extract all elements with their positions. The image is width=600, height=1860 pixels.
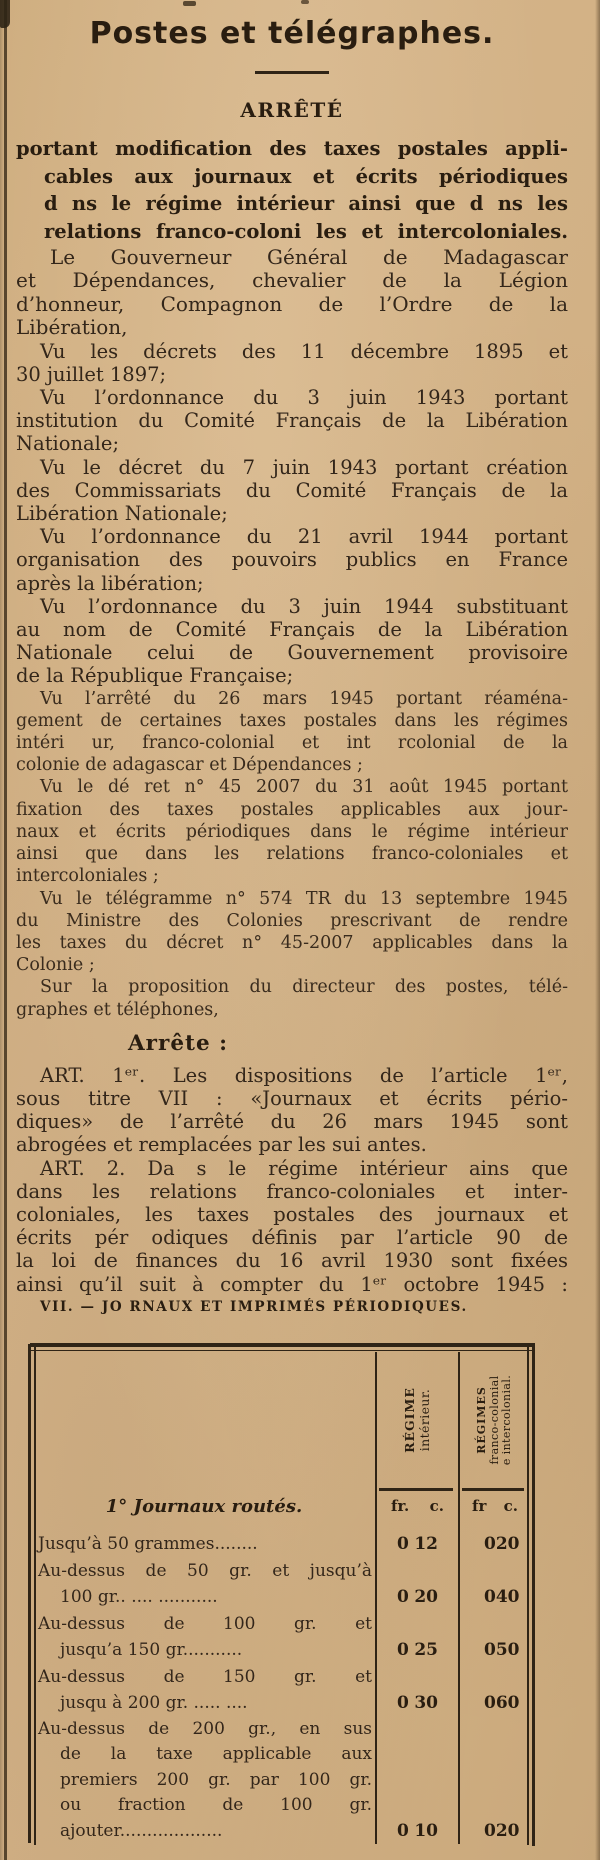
text-line: colonie de adagascar et Dépendances ; — [16, 755, 363, 776]
text-line: Vu le télégramme n° 574 TR du 13 septembre 1945 — [40, 888, 568, 909]
section-heading: VII. — JO RNAUX ET IMPRIMÉS PÉRIODIQUES. — [40, 1299, 468, 1315]
table-header-rule-1 — [379, 1488, 453, 1491]
text-line: diques» de l’arrêté du 26 mars 1945 sont — [16, 1110, 568, 1134]
table-row — [38, 1558, 532, 1611]
cell-value: 40 — [495, 1587, 520, 1607]
text-line: Vu l’arrêté du 26 mars 1945 portant réaména- — [40, 688, 568, 709]
text-line: relations franco-coloni les et intercoloniales. — [44, 219, 568, 243]
cell-value: 0 — [397, 1534, 409, 1554]
row-label-line: Au-dessus de 150 gr. et — [38, 1666, 372, 1687]
article-title: Postes et télégraphes. — [89, 16, 495, 51]
text-line: d’honneur, Compagnon de l’Ordre de la — [16, 291, 568, 316]
paragraph — [16, 888, 568, 977]
cell-value: 0 — [397, 1587, 409, 1607]
article-header — [16, 0, 568, 245]
row-label-line: Au-dessus de 50 gr. et jusqu’à — [38, 1560, 372, 1581]
text-line: institution du Comité Français de la Libération — [16, 409, 568, 433]
col-header-line: RÉGIME — [402, 1387, 417, 1453]
table-group-label: 1° Journaux routés. — [105, 1496, 303, 1517]
paragraph — [16, 976, 568, 1020]
text-line: Sur la proposition du directeur des postes, télé- — [40, 977, 568, 998]
table-border-right — [532, 1343, 535, 1846]
text-line: ART. 2. Da s le régime intérieur ains que — [40, 1156, 568, 1180]
text-line: intercoloniales ; — [16, 866, 159, 887]
unit-label: c. — [429, 1497, 444, 1515]
text-line: sous titre VII : «Journaux et écrits pério- — [16, 1086, 568, 1110]
text-line: Vu les décrets des 11 décembre 1895 et — [40, 339, 568, 363]
text-line: graphes et téléphones, — [16, 999, 219, 1020]
text-line: intéri ur, franco-colonial et int rcolonial de la — [16, 733, 568, 754]
table-border-top — [30, 1343, 535, 1351]
column-rule-left — [4, 0, 7, 1860]
cell-regime-interieur — [375, 1584, 458, 1611]
cell-value: 60 — [495, 1693, 520, 1713]
cell-value: 50 — [495, 1640, 520, 1660]
col-header-line: franco-colonial — [487, 1375, 501, 1465]
paragraph — [16, 386, 568, 456]
row-label-line: jusqu à 200 gr. ..... .... — [60, 1693, 248, 1713]
arrete-heading: Arrête : — [128, 1030, 229, 1056]
scan-edge-right — [595, 0, 600, 1860]
text-line: Vu l’ordonnance du 21 avril 1944 portant — [40, 525, 568, 549]
cell-value: 0 — [484, 1534, 496, 1554]
unit-label: fr. — [391, 1497, 410, 1515]
cell-regimes-franco — [458, 1637, 531, 1664]
cell-value: 10 — [414, 1820, 438, 1841]
paragraph — [16, 340, 568, 386]
table-rows — [38, 1531, 532, 1844]
text-line: 30 juillet 1897; — [16, 362, 167, 386]
text-line: Nationale celui de Gouvernement provisoire — [16, 641, 568, 665]
text-line: Vu le décret du 7 juin 1943 portant création — [40, 455, 568, 479]
text-line: Vu le dé ret n° 45 2007 du 31 août 1945 portant — [40, 777, 568, 798]
cell-value: 0 — [397, 1640, 409, 1660]
row-label — [38, 1531, 375, 1558]
col-header-line: intérieur. — [416, 1388, 432, 1452]
text-line: Vu l’ordonnance du 3 juin 1944 substituant — [40, 594, 568, 618]
unit-interieur — [377, 1497, 456, 1515]
table-border-left-inner — [34, 1347, 36, 1845]
text-line: dans les relations franco-coloniales et inter- — [16, 1179, 568, 1203]
text-line: Nationale; — [16, 432, 120, 456]
cell-value: 20 — [495, 1820, 520, 1841]
text-line: Colonie ; — [16, 955, 95, 976]
table-border-left — [28, 1344, 31, 1843]
unit-label: c. — [503, 1497, 518, 1515]
col-header-line: RÉGIMES — [475, 1386, 489, 1454]
table-row — [38, 1531, 532, 1558]
decree-heading: ARRÊTÉ — [240, 98, 344, 122]
cell-value: 20 — [495, 1534, 520, 1554]
paragraph — [16, 776, 568, 887]
text-line: naux et écrits périodiques dans le régime intérieur — [16, 821, 568, 842]
text-line: du Ministre des Colonies prescrivant de rendre — [16, 910, 568, 931]
unit-label: fr — [472, 1497, 487, 1515]
text-line: Vu l’ordonnance du 3 juin 1943 portant — [40, 386, 568, 410]
body-paragraphs — [16, 246, 568, 1296]
cell-value: 12 — [414, 1534, 438, 1554]
text-line: fixation des taxes postales applicables aux jour- — [16, 799, 568, 820]
title-divider-rule — [255, 71, 329, 74]
row-label-line: de la taxe applicable aux — [60, 1744, 372, 1765]
text-line: ainsi que dans les relations franco-coloniales et — [16, 844, 568, 865]
decree-subject — [16, 135, 568, 245]
paragraph — [16, 525, 568, 595]
row-label-line: ou fraction de 100 gr. — [60, 1795, 372, 1816]
text-line: au nom de Comité Français de la Libération — [16, 618, 568, 642]
cell-value: 20 — [414, 1587, 438, 1607]
table-header-rule-2 — [462, 1488, 524, 1491]
row-label-line: Au-dessus de 100 gr. et — [38, 1613, 372, 1634]
text-line: après la libération; — [16, 571, 204, 595]
text-line: de la République Française; — [16, 664, 294, 688]
unit-franco — [460, 1497, 528, 1515]
cell-value: 0 — [484, 1587, 496, 1607]
row-label-line: premiers 200 gr. par 100 gr. — [60, 1769, 372, 1790]
table-row — [38, 1611, 532, 1664]
cell-regime-interieur — [375, 1818, 458, 1845]
text-line: des Commissariats du Comité Français de la — [16, 478, 568, 502]
text-line: portant modification des taxes postales appli- — [16, 137, 568, 160]
row-label-line: Jusqu’à 50 grammes........ — [38, 1534, 258, 1554]
cell-value: 0 — [397, 1820, 409, 1841]
cell-value: 0 — [484, 1640, 496, 1660]
cell-regimes-franco — [458, 1531, 531, 1558]
cell-value: 0 — [484, 1693, 496, 1713]
cell-value: 30 — [414, 1693, 438, 1713]
paragraph — [16, 1157, 568, 1296]
text-line: d ns le régime intérieur ainsi que d ns les — [44, 192, 568, 215]
paragraph — [16, 456, 568, 526]
paragraph — [16, 246, 568, 340]
col-header-regimes-franco — [460, 1353, 530, 1487]
text-line: ainsi qu’il suit à compter du 1ᵉʳ octobre 1945 : — [16, 1272, 568, 1296]
cell-regimes-franco — [458, 1690, 531, 1717]
scan-artifact-smudge — [0, 0, 10, 28]
text-line: et Dépendances, chevalier de la Légion — [16, 268, 568, 293]
text-line: coloniales, les taxes postales des journaux et — [16, 1202, 568, 1226]
text-column — [16, 0, 568, 1296]
row-label — [38, 1611, 375, 1664]
table-row — [38, 1717, 532, 1845]
text-line: Le Gouverneur Général de Madagascar — [50, 245, 568, 269]
paragraph — [16, 1064, 568, 1157]
text-line: la loi de finances du 16 avril 1930 sont fixées — [16, 1249, 568, 1273]
row-label-line: jusqu’a 150 gr........... — [60, 1640, 243, 1660]
row-label-line: Au-dessus de 200 gr., en sus — [38, 1718, 372, 1739]
cell-value: 0 — [397, 1693, 409, 1713]
cell-regime-interieur — [375, 1531, 458, 1558]
col-header-regime-interieur — [377, 1353, 458, 1487]
text-line: les taxes du décret n° 45-2007 applicables dans la — [16, 932, 568, 953]
cell-regimes-franco — [458, 1584, 531, 1611]
postal-rates-table — [28, 1343, 538, 1848]
text-line: cables aux journaux et écrits périodiques — [44, 164, 568, 188]
row-label-line: ajouter................... — [60, 1820, 223, 1841]
text-line: organisation des pouvoirs publics en France — [16, 548, 568, 572]
text-line: ART. 1ᵉʳ. Les dispositions de l’article 1ᵉʳ, — [40, 1063, 568, 1087]
text-line: gement de certaines taxes postales dans les régimes — [16, 710, 568, 731]
row-label — [38, 1558, 375, 1611]
row-label-line: 100 gr.. .... ........... — [60, 1587, 218, 1607]
paragraph — [16, 595, 568, 688]
paragraph — [16, 688, 568, 777]
cell-regime-interieur — [375, 1690, 458, 1717]
cell-regimes-franco — [458, 1818, 531, 1845]
cell-value: 25 — [414, 1640, 438, 1660]
col-header-line: e intercolonial. — [500, 1374, 514, 1466]
text-line: écrits pér odiques définis par l’article 90 de — [16, 1226, 568, 1250]
text-line: Libération Nationale; — [16, 502, 228, 526]
cell-value: 0 — [484, 1820, 496, 1841]
row-label — [38, 1664, 375, 1717]
row-label — [38, 1717, 375, 1845]
table-row — [38, 1664, 532, 1717]
text-line: Libération, — [16, 315, 128, 340]
cell-regime-interieur — [375, 1637, 458, 1664]
text-line: abrogées et remplacées par les sui antes. — [16, 1133, 427, 1157]
